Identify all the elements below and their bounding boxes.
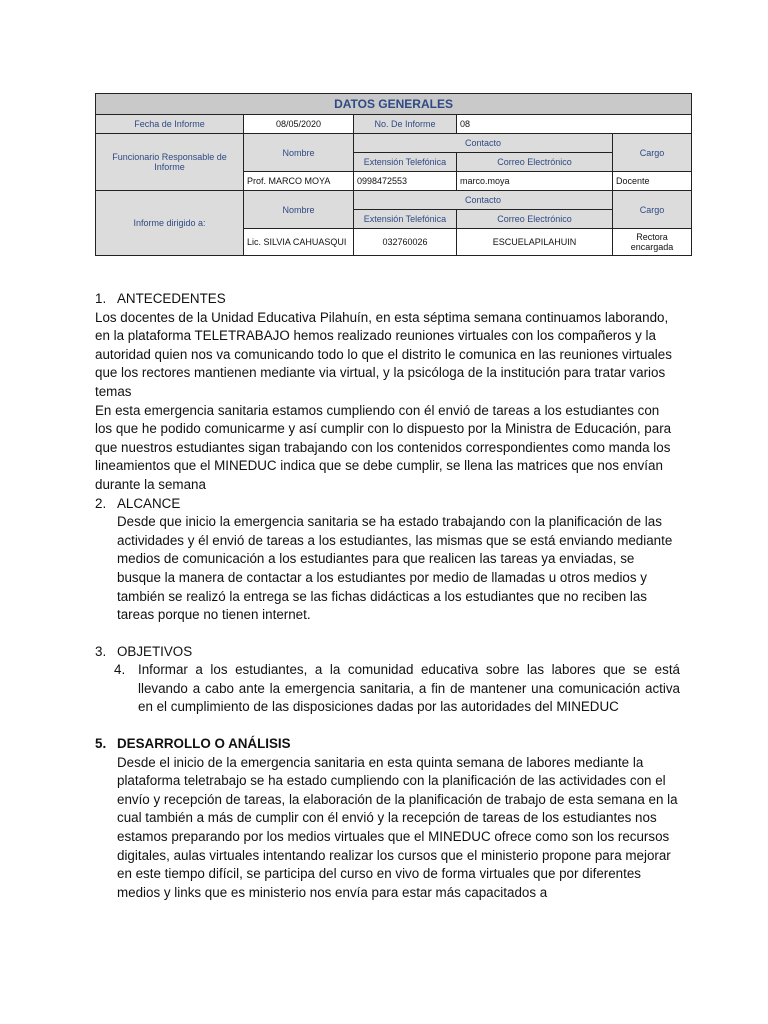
objetivo-item bbox=[95, 661, 680, 717]
nombre-header-2: Nombre bbox=[244, 191, 354, 229]
destinatario-extension: 032760026 bbox=[354, 229, 457, 256]
destinatario-correo: ESCUELAPILAHUIN bbox=[457, 229, 613, 256]
responsable-nombre: Prof. MARCO MOYA bbox=[244, 172, 354, 191]
responsable-correo: marco.moya bbox=[457, 172, 613, 191]
funcionario-label: Funcionario Responsable de Informe bbox=[96, 134, 244, 191]
destinatario-cargo: Rectora encargada bbox=[613, 229, 692, 256]
extension-header-2: Extensión Telefónica bbox=[354, 210, 457, 229]
datos-generales-table bbox=[95, 93, 692, 256]
section-title: ALCANCE bbox=[117, 495, 181, 511]
report-body bbox=[95, 290, 680, 902]
table-title: DATOS GENERALES bbox=[96, 94, 692, 115]
section-title: OBJETIVOS bbox=[117, 643, 193, 659]
fecha-value: 08/05/2020 bbox=[244, 115, 354, 134]
section-number: 2. bbox=[95, 495, 107, 511]
section-alcance-heading bbox=[95, 495, 680, 514]
antecedentes-paragraph-2: En esta emergencia sanitaria estamos cumpliendo con él envió de tareas a los estudiantes con los que he podido comunicarme y así cumplir con lo dispuesto por la Ministra de Educación, para que nuestros estudiantes sigan trabajando con los contenidos correspondientes como manda los lineamientos que el MINEDUC indica que se debe cumplir, se llena las matrices que nos envían durante la semana bbox=[95, 402, 672, 492]
nombre-header: Nombre bbox=[244, 134, 354, 172]
section-number: 3. bbox=[95, 643, 107, 659]
cargo-header-2: Cargo bbox=[613, 191, 692, 229]
item-number: 4. bbox=[114, 662, 126, 678]
objetivo-text: Informar a los estudiantes, a la comunidad educativa sobre las labores que se está llevando a cabo ante la emergencia sanitaria, a fin de mantener una comunicación activa en el cumplimiento de las disposiciones dadas por las autoridades del MINEDUC bbox=[138, 662, 680, 715]
section-antecedentes-heading bbox=[95, 290, 680, 309]
antecedentes-paragraph-1: Los docentes de la Unidad Educativa Pilahuín, en esta séptima semana continuamos laborando, en la plataforma TELETRABAJO hemos realizado reuniones virtuales con los compañeros y la autoridad quien nos va comunicando todo lo que el distrito le comunica en las reuniones virtuales que los rectores mantienen mediante via virtual, y la psicóloga de la institución para tratar varios temas bbox=[95, 309, 672, 399]
responsable-extension: 0998472553 bbox=[354, 172, 457, 191]
no-informe-value: 08 bbox=[457, 115, 692, 134]
alcance-paragraph: Desde que inicio la emergencia sanitaria se ha estado trabajando con la planificación de las actividades y él envió de tareas a los estudiantes, las mismas que se está enviando mediante medios de comunicación a los estudiantes para que realicen las tareas ya enviadas, se busque la manera de contactar a los estudiantes por medio de llamadas u otros medios y también se realizó la entrega se las fichas didácticas a los estudiantes que no reciben las tareas porque no tienen internet. bbox=[117, 514, 673, 623]
section-desarrollo-heading bbox=[95, 735, 680, 754]
fecha-label: Fecha de Informe bbox=[96, 115, 244, 134]
section-title: DESARROLLO O ANÁLISIS bbox=[117, 736, 291, 752]
correo-header: Correo Electrónico bbox=[457, 153, 613, 172]
desarrollo-paragraph: Desde el inicio de la emergencia sanitaria en esta quinta semana de labores mediante la plataforma teletrabajo se ha estado cumpliendo con la planificación de las actividades con el envío y recepción de tareas, la elaboración de la planificación de trabajo de esta semana en la cual también a más de cumplir con él envió y la recepción de tareas de los estudiantes nos estamos preparando por los medios virtuales que el MINEDUC ofrece como son los recursos digitales, aulas virtuales intentando realizar los cursos que el ministerio propone para mejorar en este tiempo difícil, se participa del curso en vivo de forma virtuales que por diferentes medios y links que es ministerio nos envía para estar más capacitados a bbox=[117, 754, 678, 900]
section-objetivos-heading bbox=[95, 643, 680, 662]
cargo-header: Cargo bbox=[613, 134, 692, 172]
responsable-cargo: Docente bbox=[613, 172, 692, 191]
section-number: 5. bbox=[95, 736, 107, 752]
destinatario-nombre: Lic. SILVIA CAHUASQUI bbox=[244, 229, 354, 256]
dirigido-label: Informe dirigido a: bbox=[96, 191, 244, 256]
contacto-header-2: Contacto bbox=[354, 191, 613, 210]
contacto-header: Contacto bbox=[354, 134, 613, 153]
extension-header: Extensión Telefónica bbox=[354, 153, 457, 172]
section-number: 1. bbox=[95, 291, 107, 306]
no-informe-label: No. De Informe bbox=[354, 115, 457, 134]
section-title: ANTECEDENTES bbox=[117, 291, 226, 306]
correo-header-2: Correo Electrónico bbox=[457, 210, 613, 229]
